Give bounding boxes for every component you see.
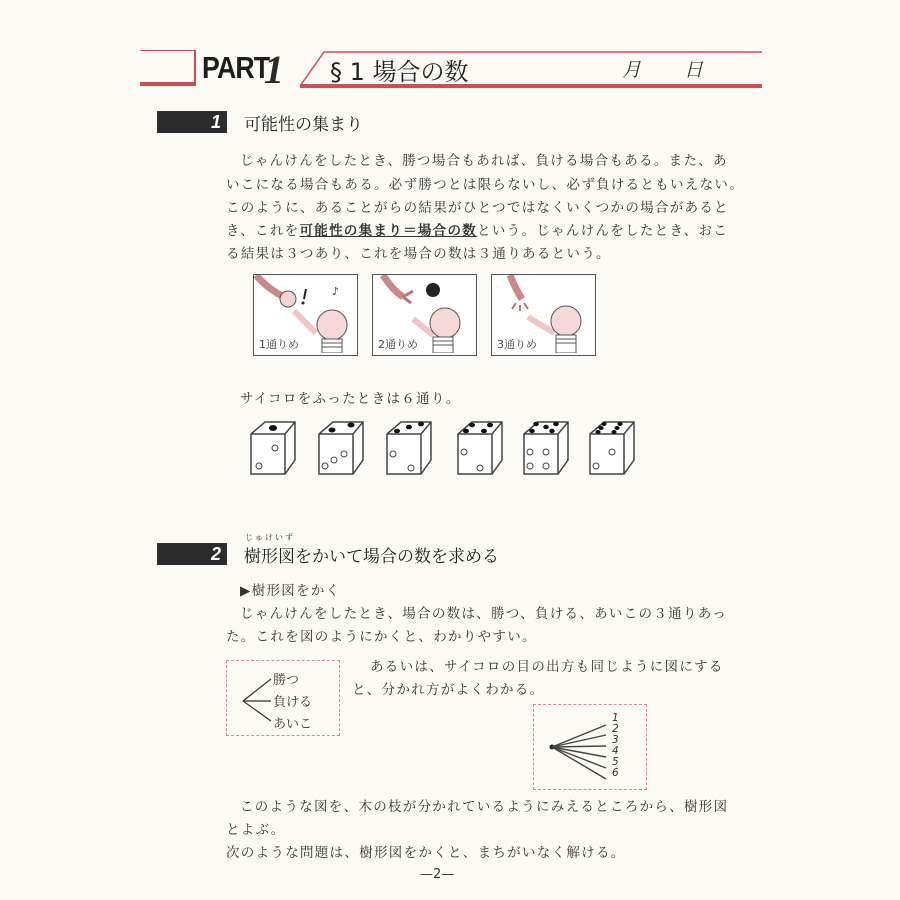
die-face-6 — [590, 422, 634, 474]
tree-label-draw: あいこ — [273, 717, 313, 732]
tree-label-5: 5 — [612, 756, 619, 768]
die-face-2 — [319, 422, 363, 474]
paragraph-line: た。これを図のようにかくと、わかりやすい。 — [226, 629, 537, 645]
subheading: ▶樹形図をかく — [240, 583, 341, 599]
ruby-reading: じゅけいず — [245, 533, 295, 542]
tree-label-6: 6 — [612, 767, 619, 779]
text: き、これを — [226, 223, 300, 239]
tree-label-1: 1 — [612, 712, 619, 724]
die-face-5 — [524, 422, 568, 474]
die-face-4 — [458, 422, 502, 474]
paragraph-line-with-emphasis — [226, 220, 728, 244]
paragraph-line: る結果は３つあり、これを場合の数は３通りあるという。 — [226, 246, 611, 262]
key-term: 可能性の集まり＝場合の数 — [299, 223, 478, 239]
tree-label-2: 2 — [612, 723, 619, 735]
panel-label: 1通りめ — [259, 338, 299, 351]
paragraph-line: 次のような問題は、樹形図をかくと、まちがいなく解ける。 — [226, 845, 626, 861]
header-left-box — [140, 50, 196, 86]
tree-branches — [546, 713, 616, 785]
section-1-title: 可能性の集まり — [244, 115, 363, 135]
illustration-panel-scissors — [372, 274, 477, 356]
rps-tree-diagram — [226, 660, 340, 736]
section-1-tag: 1 — [157, 111, 227, 133]
paragraph-line: このような図を、木の枝が分かれているようにみえるところから、樹形図 — [240, 799, 729, 815]
text: という。じゃんけんをしたとき、おこ — [477, 223, 729, 239]
paragraph-line: じゃんけんをしたとき、勝つ場合もあれば、負ける場合もある。また、あ — [240, 153, 728, 169]
tree-label-lose: 負ける — [273, 695, 313, 710]
section-2-title: 樹形図をかいて場合の数を求める — [244, 547, 499, 567]
part-label: PART — [202, 50, 270, 85]
section-2-tag: 2 — [157, 543, 227, 565]
paragraph-line: あるいは、サイコロの目の出方も同じように図にする — [370, 659, 724, 675]
die-face-1 — [251, 422, 295, 474]
illustration-panel-rock — [253, 274, 358, 356]
illustration-panel-paper — [491, 274, 596, 356]
paragraph-line: とよぶ。 — [226, 822, 286, 838]
date-month-label: 月 — [622, 59, 642, 81]
page-number: —2— — [420, 867, 455, 882]
dice-tree-diagram — [533, 704, 647, 790]
tree-label-4: 4 — [612, 745, 619, 757]
paragraph-line: じゃんけんをしたとき、場合の数は、勝つ、負ける、あいこの３通りあっ — [240, 606, 728, 622]
paragraph-line: いこになる場合もある。必ず勝つとは限らないし、必ず負けるともいえない。 — [226, 177, 744, 193]
section-title: § 1 場合の数 — [330, 58, 469, 86]
paragraph-line: このように、あることがらの結果がひとつではなくいくつかの場合があると — [226, 200, 729, 216]
part-number: 1 — [264, 47, 284, 92]
panel-label: 3通りめ — [497, 338, 537, 351]
tree-label-win: 勝つ — [273, 673, 300, 688]
die-face-3 — [387, 422, 431, 474]
paragraph-line: と、分かれ方がよくわかる。 — [352, 682, 545, 698]
dice-row-illustration — [240, 418, 640, 480]
date-day-label: 日 — [684, 59, 704, 81]
svg-text:♪: ♪ — [332, 285, 340, 298]
tree-label-3: 3 — [612, 734, 619, 746]
dice-caption: サイコロをふったときは６通り。 — [240, 391, 461, 407]
panel-label: 2通りめ — [378, 338, 418, 351]
